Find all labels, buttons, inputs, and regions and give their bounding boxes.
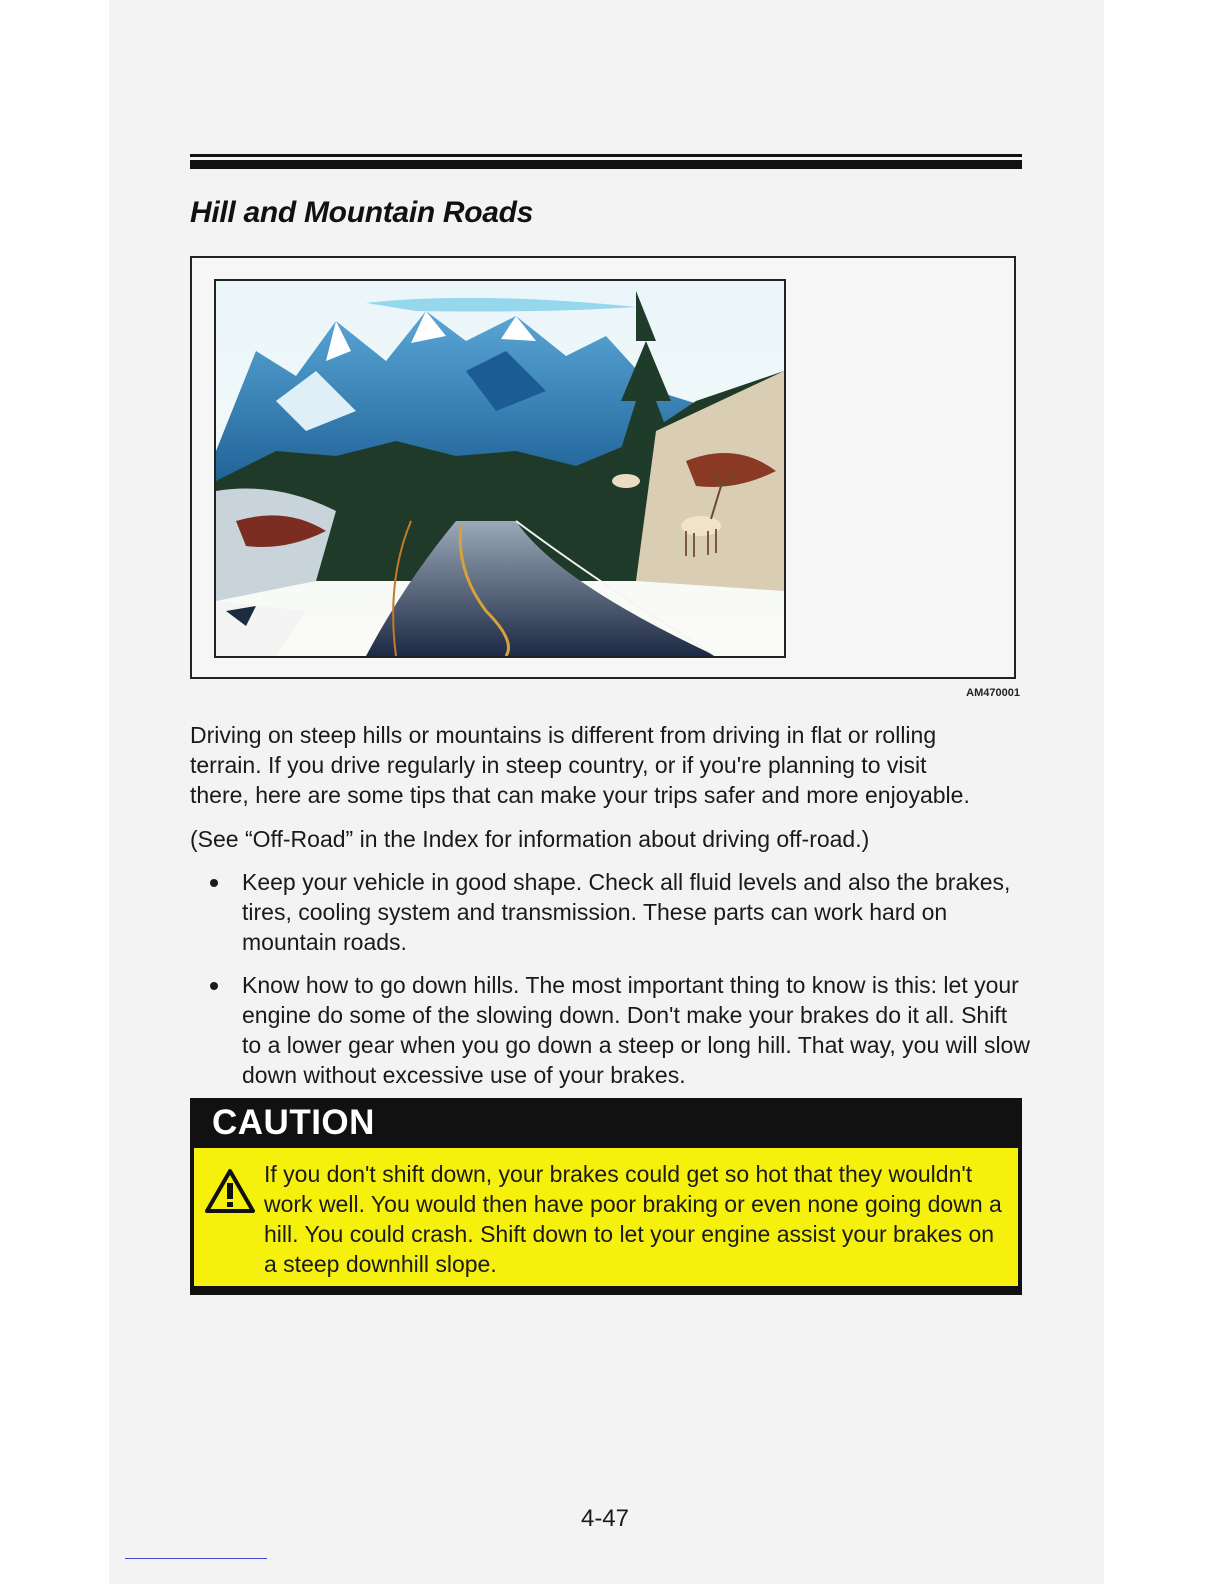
section-rule-thin	[190, 154, 1022, 157]
warning-triangle-icon	[204, 1168, 256, 1214]
figure-code: AM470001	[966, 687, 1020, 699]
caution-body	[194, 1148, 1018, 1286]
list-item-text: Know how to go down hills. The most important thing to know is this: let your engine do some of the slowing down. Don't make your brakes do it all. Shift to a lower gear when you go down a steep or long hill. That way, you will slow down without excessive use of your brakes.	[242, 972, 1030, 1088]
page-number: 4-47	[580, 1505, 630, 1532]
section-title: Hill and Mountain Roads	[190, 196, 534, 229]
list-item	[190, 867, 1030, 957]
bullet-icon	[210, 982, 218, 990]
bullet-icon	[210, 879, 218, 887]
caution-text: If you don't shift down, your brakes could get so hot that they wouldn't work well. You would then have poor braking or even none going down a hill. You could crash. Shift down to let your engine assist your brakes on a steep downhill slope.	[264, 1161, 1002, 1277]
link-underline	[125, 1558, 267, 1559]
tips-list	[190, 867, 1030, 1103]
list-item-text: Keep your vehicle in good shape. Check all fluid levels and also the brakes, tires, cooling system and transmission. These parts can work hard on mountain roads.	[242, 869, 1011, 955]
list-item	[190, 970, 1030, 1090]
caution-box	[190, 1098, 1022, 1295]
off-road-reference: (See “Off-Road” in the Index for information about driving off-road.)	[190, 826, 870, 852]
intro-paragraph: Driving on steep hills or mountains is different from driving in flat or rolling terrain. If you drive regularly in steep country, or if you're planning to visit there, here are some tips that can make your trips safer and more enjoyable.	[190, 722, 970, 808]
caution-heading: CAUTION	[212, 1103, 375, 1142]
mountain-road-illustration	[214, 279, 786, 658]
section-rule-thick	[190, 160, 1022, 169]
